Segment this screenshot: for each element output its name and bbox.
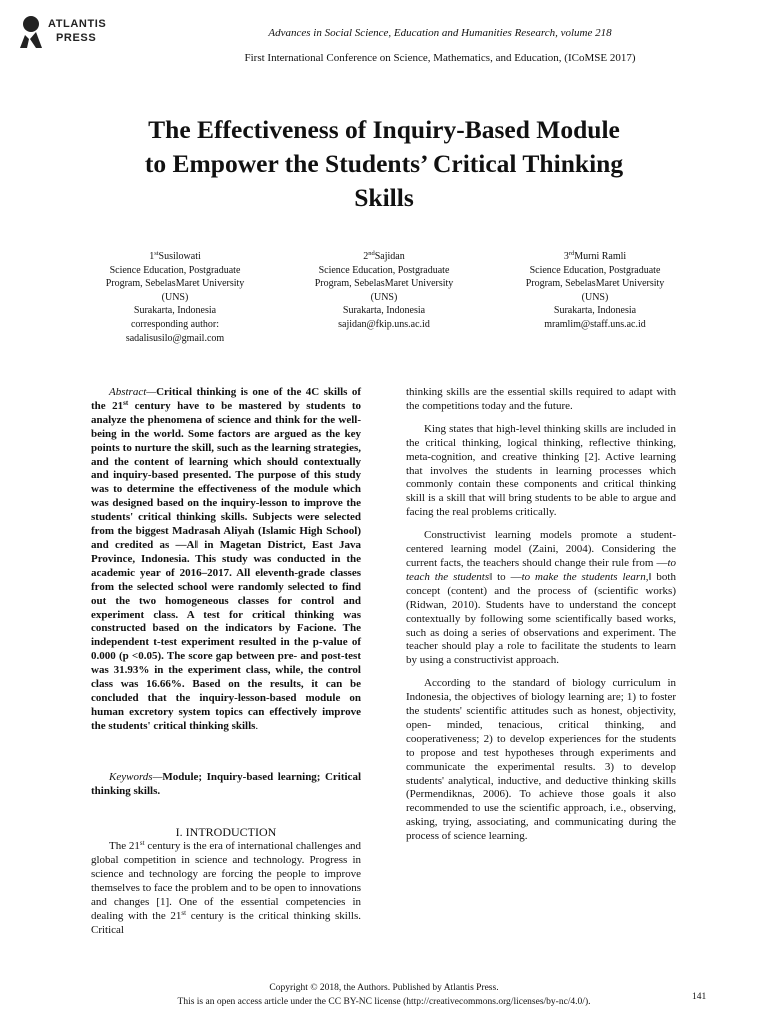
author-ordinal-suffix: nd	[368, 250, 375, 257]
body-text: both concept (content) and the process of (scientific works) (Ridwan, 2010). Students have to understand the concept contextually by following some scientifically based works, such as doing a series of observations and experiment. The teacher should play a role to facilitate the students to learn by using a constructivist approach.	[406, 570, 676, 667]
body-text: to	[492, 570, 511, 583]
abstract-end: .	[255, 719, 259, 732]
intro-text: century is the critical thinking skills. Critical	[91, 909, 361, 936]
author-ordinal: 1	[149, 251, 155, 262]
author-name: Sajidan	[374, 251, 405, 262]
author-affiliation-line: Science Education, Postgraduate	[318, 264, 450, 276]
paper-title	[60, 113, 708, 215]
author-ordinal-suffix: st	[154, 250, 159, 257]
author-affiliation-line: Science Education, Postgraduate	[529, 264, 661, 276]
author-ordinal: 3	[563, 251, 569, 262]
publisher-name-line2: PRESS	[56, 32, 97, 44]
body-italic-quote: ―to teach the students‖	[406, 556, 676, 583]
publisher-logo	[16, 15, 116, 55]
abstract-label: Abstract—	[109, 386, 157, 398]
author-affiliation-line: Program, SebelasMaret University	[105, 278, 245, 290]
intro-superscript: st	[181, 908, 187, 917]
body-paragraph: thinking skills are the essential skills required to adapt with the competitions today and the future.	[406, 386, 676, 412]
author-email[interactable]: sadalisusilo@gmail.com	[125, 332, 225, 344]
author-affiliation-line: (UNS)	[581, 291, 609, 303]
author-affiliation-line: Program, SebelasMaret University	[314, 278, 454, 290]
author-block-3	[505, 250, 685, 332]
intro-text: century is the era of international challenges and global competition in science and technology. Progress in science and technology are forcing the people to improve themselves to face the problem and to be open to innovations and changes [1]. One of the essential competencies in dealing with the 21	[91, 840, 362, 922]
author-ordinal: 2	[363, 251, 369, 262]
author-email[interactable]: sajidan@fkip.uns.ac.id	[338, 318, 430, 330]
abstract-text: century have to be mastered by students to analyze the phenomena of science and think for the well-being in the world. Some factors are argued as the key points to nurture the skill, such as the learning strategies, and the content of learning which should contextually and inquiry-based presented. The purpose of this study was to determine the effectiveness of the module which was designed based on the inquiry-lesson to improve the students' critical thinking skills. Subjects were selected from the biggest Madrasah Aliyah (Islamic High School) and credited as ―A‖ in Magetan District, East Java Province, Indonesia. This study was conducted in the academic year of 2016–2017. All eleventh-grade classes from the selected school were randomly selected to find out the two homogeneous classes for control and experiment class. A test for critical thinking was constructed based on the indicators by Facione. The independent t-test experiment resulted in the p-value of 0.000 (p <0.05). The score gap between pre- and post-test was 31.93% in the experiment class, while, the control class was 16.66%. Based on the results, it can be concluded that the inquiry-lesson-based module on human excretory system topics can effectively improve the students' critical thinking skills	[91, 399, 361, 732]
author-affiliation-line: (UNS)	[161, 291, 189, 303]
abstract-text: Critical thinking is one of the 4C skills of the 21	[91, 386, 361, 412]
author-affiliation-line: Program, SebelasMaret University	[525, 278, 665, 290]
abstract	[91, 386, 361, 734]
publisher-name-line1: ATLANTIS	[48, 18, 107, 30]
title-line: to Empower the Students’ Critical Thinking	[144, 149, 624, 178]
keywords-label: Keywords—	[109, 770, 163, 783]
author-block-1	[85, 250, 265, 345]
abstract-superscript: st	[123, 398, 129, 407]
intro-paragraph	[91, 840, 361, 937]
body-text: Constructivist learning models promote a student-centered learning model (Zaini, 2004). Considering the current facts, the teachers should change their rule from	[406, 529, 676, 569]
author-name: Susilowati	[158, 251, 201, 262]
author-location: Surakarta, Indonesia	[553, 305, 637, 317]
author-ordinal-suffix: rd	[568, 250, 575, 257]
footer	[84, 981, 684, 1009]
corresponding-author-label: corresponding author:	[130, 318, 220, 330]
author-email[interactable]: mramlim@staff.uns.ac.id	[544, 318, 646, 330]
author-location: Surakarta, Indonesia	[342, 305, 426, 317]
body-italic-quote: ―to make the students learn,‖	[510, 570, 652, 583]
page-number: 141	[692, 992, 707, 1002]
conference-line: First International Conference on Science, Mathematics, and Education, (ICoMSE 2017)	[244, 52, 636, 64]
body-paragraph	[406, 529, 676, 668]
journal-line: Advances in Social Science, Education and Humanities Research, volume 218	[268, 27, 612, 39]
intro-text: The 21	[109, 840, 140, 853]
section-heading-introduction: I. INTRODUCTION	[175, 825, 277, 840]
right-column	[406, 386, 676, 844]
intro-superscript: st	[139, 839, 145, 848]
author-name: Murni Ramli	[574, 251, 627, 262]
author-location: Surakarta, Indonesia	[133, 305, 217, 317]
atlas-figure-icon	[16, 15, 46, 49]
body-paragraph: King states that high-level thinking skills are included in the critical thinking, logical thinking, reflective thinking, meta-cognition, and creative thinking [2]. Active learning that involves the students in learning processes which commonly contain these components and critical thinking skill is a skill that will bring students to be able to argue and facing the real problems critically.	[406, 422, 676, 519]
keywords-text: Module; Inquiry-based learning; Critical thinking skills.	[91, 770, 361, 797]
title-line: Skills	[354, 183, 414, 212]
license-line[interactable]: This is an open access article under the CC BY-NC license (http://creativecommons.org/licenses/by-nc/4.0/).	[177, 997, 591, 1007]
author-affiliation-line: Science Education, Postgraduate	[109, 264, 241, 276]
body-paragraph: According to the standard of biology curriculum in Indonesia, the objectives of biology learning are; 1) to foster the students' scientific attitudes such as honest, objectivity, open- minded, tenacious, critical thinking, and cooperativeness; 2) to develop experiences for the students to propose and test hypotheses through experiments and communicate the experimental results. 3) to develop students' analytical, inductive, and deductive thinking skills (Permendiknas, 2006). To achieve those goals it also recommended to use the scientific approach, i.e., observing, asking, trying, associating, and communicating during the process of science learning.	[406, 677, 676, 843]
copyright-line: Copyright © 2018, the Authors. Published by Atlantis Press.	[269, 983, 499, 993]
author-affiliation-line: (UNS)	[370, 291, 398, 303]
left-column	[91, 386, 361, 938]
keywords	[91, 771, 361, 799]
author-block-2	[294, 250, 474, 332]
title-line: The Effectiveness of Inquiry-Based Module	[148, 115, 620, 144]
